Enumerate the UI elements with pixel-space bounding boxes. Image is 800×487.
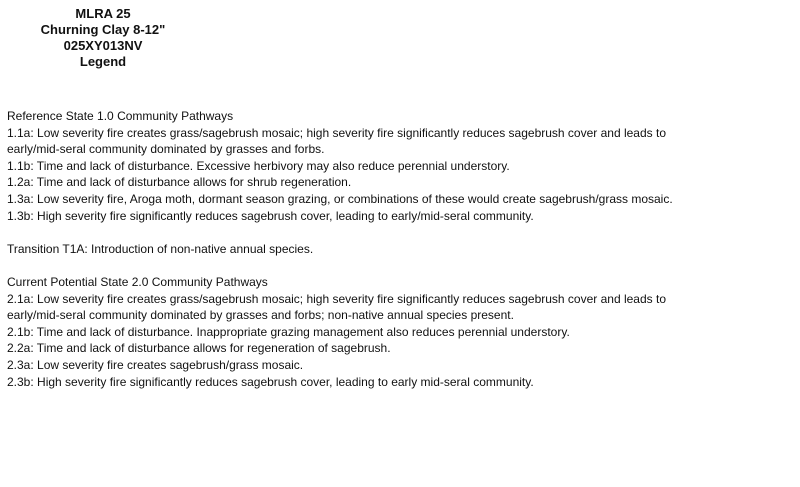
current-pathway-line: 2.3a: Low severity fire creates sagebrush/grass mosaic. (7, 357, 304, 372)
reference-pathway-line: early/mid-seral community dominated by grasses and forbs. (7, 142, 325, 157)
site-id: 025XY013NV (63, 38, 143, 53)
current-pathway-line: early/mid-seral community dominated by grasses and forbs; non-native annual species present. (7, 308, 514, 323)
spacer (7, 257, 797, 274)
current-pathway-line: 2.3b: High severity fire significantly reduces sagebrush cover, leading to early mid-seral community. (7, 374, 534, 389)
site-name: Churning Clay 8-12" (40, 22, 166, 37)
legend-body (7, 108, 797, 390)
current-pathway-line: 2.2a: Time and lack of disturbance allows for regeneration of sagebrush. (7, 341, 391, 356)
legend-title: Legend (79, 54, 127, 69)
reference-pathway-line: 1.3b: High severity fire significantly reduces sagebrush cover, leading to early/mid-seral community. (7, 208, 534, 223)
transition-text: Transition T1A: Introduction of non-native annual species. (7, 241, 314, 256)
reference-pathway-line: 1.1b: Time and lack of disturbance. Excessive herbivory may also reduce perennial understory. (7, 158, 510, 173)
legend-header (18, 6, 188, 70)
reference-pathway-line: 1.3a: Low severity fire, Aroga moth, dormant season grazing, or combinations of these would create sagebrush/grass mosaic. (7, 191, 673, 206)
current-pathway-line: 2.1a: Low severity fire creates grass/sagebrush mosaic; high severity fire significantly reduces sagebrush cover and leads to (7, 291, 666, 306)
mlra-title: MLRA 25 (75, 6, 131, 21)
reference-state-heading: Reference State 1.0 Community Pathways (7, 109, 234, 123)
spacer (7, 224, 797, 241)
current-pathway-line: 2.1b: Time and lack of disturbance. Inappropriate grazing management also reduces perennial understory. (7, 324, 570, 339)
reference-pathway-line: 1.1a: Low severity fire creates grass/sagebrush mosaic; high severity fire significantly reduces sagebrush cover and leads to (7, 125, 666, 140)
reference-pathway-line: 1.2a: Time and lack of disturbance allows for shrub regeneration. (7, 175, 352, 190)
current-state-heading: Current Potential State 2.0 Community Pathways (7, 274, 268, 289)
